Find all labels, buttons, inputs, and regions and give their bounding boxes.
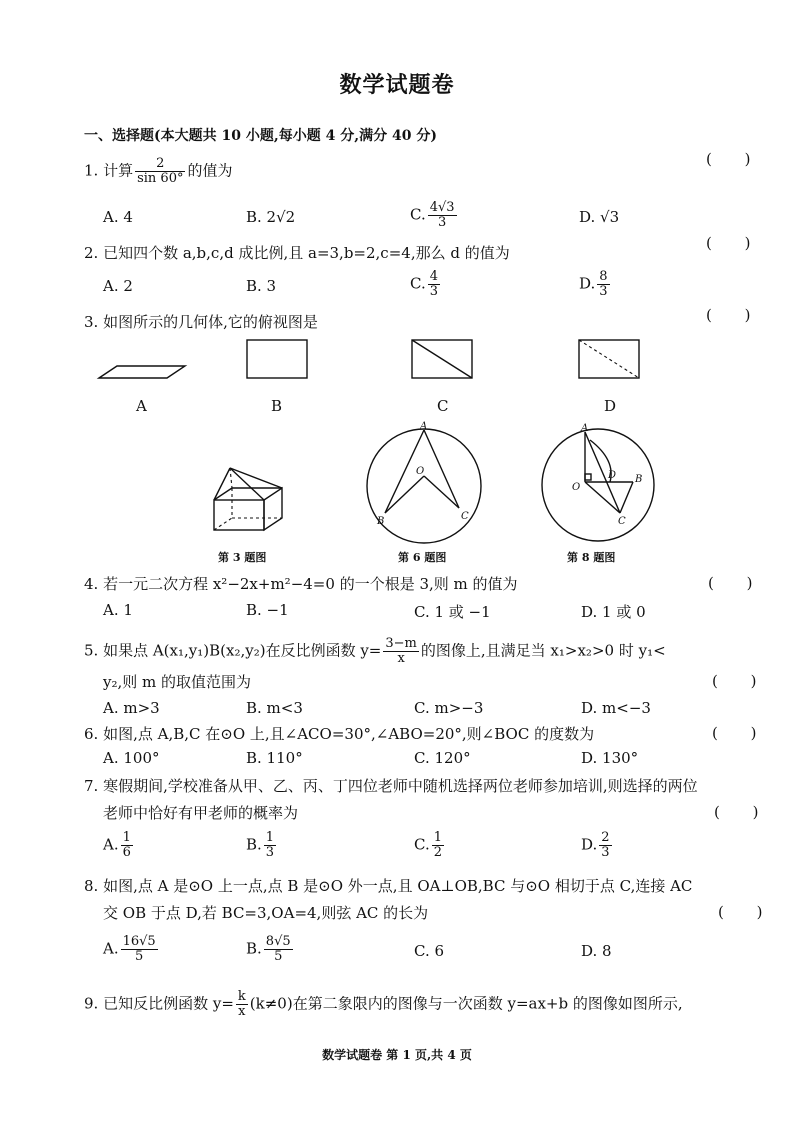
svg-text:B: B [635, 474, 643, 485]
page-title: 数学试题卷 [339, 72, 455, 98]
question-2: 2. 已知四个数 a,b,c,d 成比例,且 a=3,b=2,c=4,那么 d 的值为 [84, 244, 510, 262]
q3-figure-c-rectangle-solid-diagonal [412, 340, 472, 378]
fig8-circle-tangent [542, 423, 654, 541]
q8-option-c: C. 6 [414, 942, 445, 960]
q3-label-c: C [437, 397, 449, 415]
q7-option-a: A. $\frac{1}{6}$ [103, 830, 131, 860]
q1-option-b: B. 2√2 [246, 208, 296, 226]
fig3-solid [214, 468, 282, 530]
q3-figure-d-rectangle-dashed-diagonal [579, 340, 639, 378]
q3-label-d: D [604, 397, 617, 415]
figures-row [200, 420, 670, 545]
question-4: 4. 若一元二次方程 x²−2x+m²−4=0 的一个根是 3,则 m 的值为 [84, 575, 518, 593]
svg-text:A: A [581, 423, 589, 434]
question-8: 8. 如图,点 A 是⊙O 上一点,点 B 是⊙O 外一点,且 OA⊥OB,BC 与⊙O 相切于点 C,连接 AC [84, 877, 693, 895]
question-5-line2: y₂,则 m 的取值范围为 [103, 673, 252, 691]
q5-option-b: B. m<3 [246, 699, 303, 717]
q5-option-d: D. m<−3 [581, 699, 651, 717]
q3-figure-b-rectangle [247, 340, 307, 378]
q4-option-a: A. 1 [103, 601, 133, 619]
answer-paren-6[interactable]: ( ) [712, 724, 771, 742]
q1-option-d: D. √3 [579, 208, 620, 226]
q7-option-b: B. $\frac{1}{3}$ [246, 830, 275, 860]
q7-option-c: C. $\frac{1}{2}$ [414, 830, 442, 860]
q6-option-a: A. 100° [103, 749, 160, 767]
q1-fraction: $\frac{2}{\sin 60^\circ}$ [137, 156, 184, 186]
page-footer: 数学试题卷 第 1 页,共 4 页 [322, 1048, 472, 1062]
q7-option-d: D. $\frac{2}{3}$ [581, 830, 610, 860]
svg-text:A: A [420, 421, 428, 432]
q5-fraction: $\frac{3-m}{x}$ [385, 636, 417, 666]
answer-paren-7[interactable]: ( ) [714, 803, 773, 821]
fig6-circle [367, 421, 481, 543]
q6-option-b: B. 110° [246, 749, 303, 767]
svg-text:O: O [572, 482, 581, 493]
q3-option-figures [95, 336, 655, 386]
fig8-caption: 第 8 题图 [567, 551, 616, 564]
question-7: 7. 寒假期间,学校准备从甲、乙、丙、丁四位老师中随机选择两位老师参加培训,则选择的两位 [84, 777, 698, 795]
q5-option-c: C. m>−3 [414, 699, 484, 717]
q3-figure-a-parallelogram [99, 366, 185, 378]
q6-option-d: D. 130° [581, 749, 639, 767]
fig6-caption: 第 6 题图 [398, 551, 447, 564]
q2-option-c: C. $\frac{4}{3}$ [410, 269, 438, 299]
q1-option-c: C. $\frac{4√3}{3}$ [410, 200, 455, 230]
q3-label-b: B [271, 397, 283, 415]
svg-text:C: C [618, 516, 626, 527]
fig3-caption: 第 3 题图 [218, 551, 267, 564]
answer-paren-1[interactable]: ( ) [706, 150, 765, 168]
q4-option-d: D. 1 或 0 [581, 603, 646, 621]
answer-paren-4[interactable]: ( ) [708, 574, 767, 592]
q2-option-b: B. 3 [246, 277, 277, 295]
q4-option-c: C. 1 或 −1 [414, 603, 491, 621]
question-7-line2: 老师中恰好有甲老师的概率为 [103, 804, 299, 822]
svg-text:D: D [608, 470, 617, 481]
q1-option-a: A. 4 [103, 208, 133, 226]
q4-option-b: B. −1 [246, 601, 289, 619]
section-heading: 一、选择题(本大题共 10 小题,每小题 4 分,满分 40 分) [84, 128, 437, 144]
question-1 [84, 157, 233, 186]
answer-paren-5[interactable]: ( ) [712, 672, 771, 690]
answer-paren-2[interactable]: ( ) [706, 234, 765, 252]
svg-text:O: O [416, 466, 425, 477]
question-6: 6. 如图,点 A,B,C 在⊙O 上,且∠ACO=30°,∠ABO=20°,则∠BOC 的度数为 [84, 725, 595, 743]
answer-paren-8[interactable]: ( ) [718, 903, 777, 921]
q8-option-a: A. $\frac{16√5}{5}$ [103, 934, 156, 964]
q8-option-d: D. 8 [581, 942, 612, 960]
q3-label-a: A [136, 397, 147, 415]
question-9: 9. 已知反比例函数 y= $\frac{k}{x}$ (k≠0)在第二象限内的图像与一次函数 y=ax+b 的图像如图所示, [84, 989, 683, 1019]
question-8-line2: 交 OB 于点 D,若 BC=3,OA=4,则弦 AC 的长为 [103, 904, 429, 922]
q1-prefix: 1. 计算 [84, 161, 134, 180]
svg-text:C: C [461, 511, 469, 522]
question-3: 3. 如图所示的几何体,它的俯视图是 [84, 313, 318, 331]
answer-paren-3[interactable]: ( ) [706, 306, 765, 324]
svg-text:B: B [377, 516, 385, 527]
q1-suffix: 的值为 [187, 161, 233, 180]
q2-option-a: A. 2 [103, 277, 133, 295]
q2-option-d: D. $\frac{8}{3}$ [579, 269, 608, 299]
q6-option-c: C. 120° [414, 749, 471, 767]
q8-option-b: B. $\frac{8√5}{5}$ [246, 934, 291, 964]
q9-fraction: $\frac{k}{x}$ [237, 989, 246, 1019]
question-5: 5. 如果点 A(x₁,y₁)B(x₂,y₂)在反比例函数 y= $\frac{3-m}{x}$ 的图像上,且满足当 x₁>x₂>0 时 y₁< [84, 636, 666, 666]
q5-option-a: A. m>3 [103, 699, 160, 717]
